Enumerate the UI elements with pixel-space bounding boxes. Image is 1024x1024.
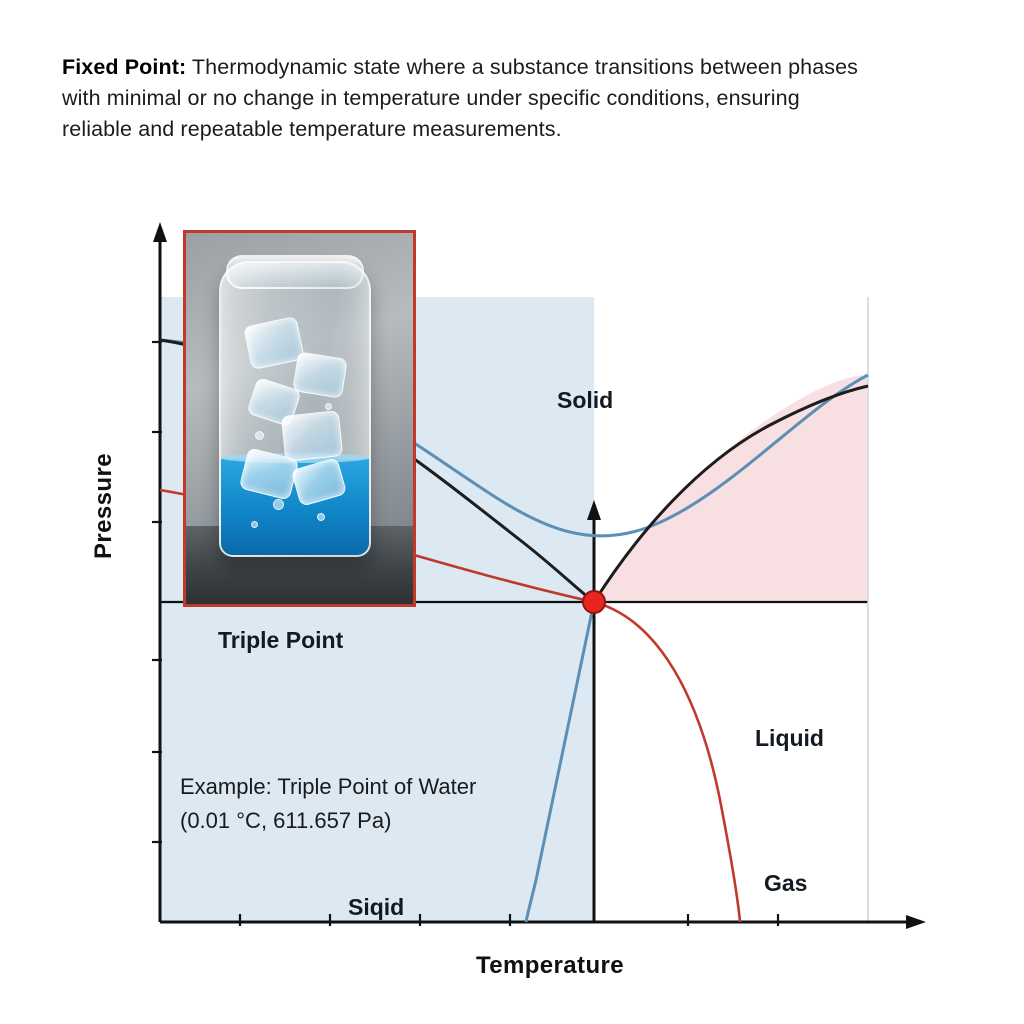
region-fill-gas [594, 602, 868, 922]
triple-point-marker[interactable] [583, 591, 605, 613]
example-line-1: Example: Triple Point of Water [180, 774, 477, 799]
x-axis-title: Temperature [475, 952, 624, 979]
bubble [317, 513, 325, 521]
phase-diagram [0, 200, 1024, 1024]
bubble [325, 403, 332, 410]
triple-point-label: Triple Point [218, 627, 344, 653]
figure-caption [62, 52, 872, 145]
region-label-gas: Gas [764, 870, 808, 896]
y-axis-title: Pressure [90, 453, 117, 559]
region-label-solid: Solid [557, 387, 614, 413]
ice-cube [281, 410, 343, 462]
bubble [255, 431, 264, 440]
ice-water-triple-point-cell-photo [183, 230, 416, 607]
example-annotation [180, 770, 476, 838]
y-axis-arrow [153, 222, 167, 242]
ice-cube [292, 351, 348, 398]
region-label-siqid: Siqid [348, 894, 405, 920]
region-label-liquid: Liquid [755, 725, 824, 751]
bubble [273, 499, 284, 510]
caption-lead: Fixed Point: [62, 54, 187, 79]
bubble [251, 521, 258, 528]
example-line-2: (0.01 °C, 611.657 Pa) [180, 808, 392, 833]
caption-body: Thermodynamic state where a substance transitions between phases with minimal or no change in temperature under specific conditions, ensuring reliable and repeatable temperature measurements. [62, 54, 859, 141]
x-axis-arrow [906, 915, 926, 929]
sealed-glass-cell [219, 261, 371, 557]
phase-diagram-svg [0, 200, 1024, 1024]
